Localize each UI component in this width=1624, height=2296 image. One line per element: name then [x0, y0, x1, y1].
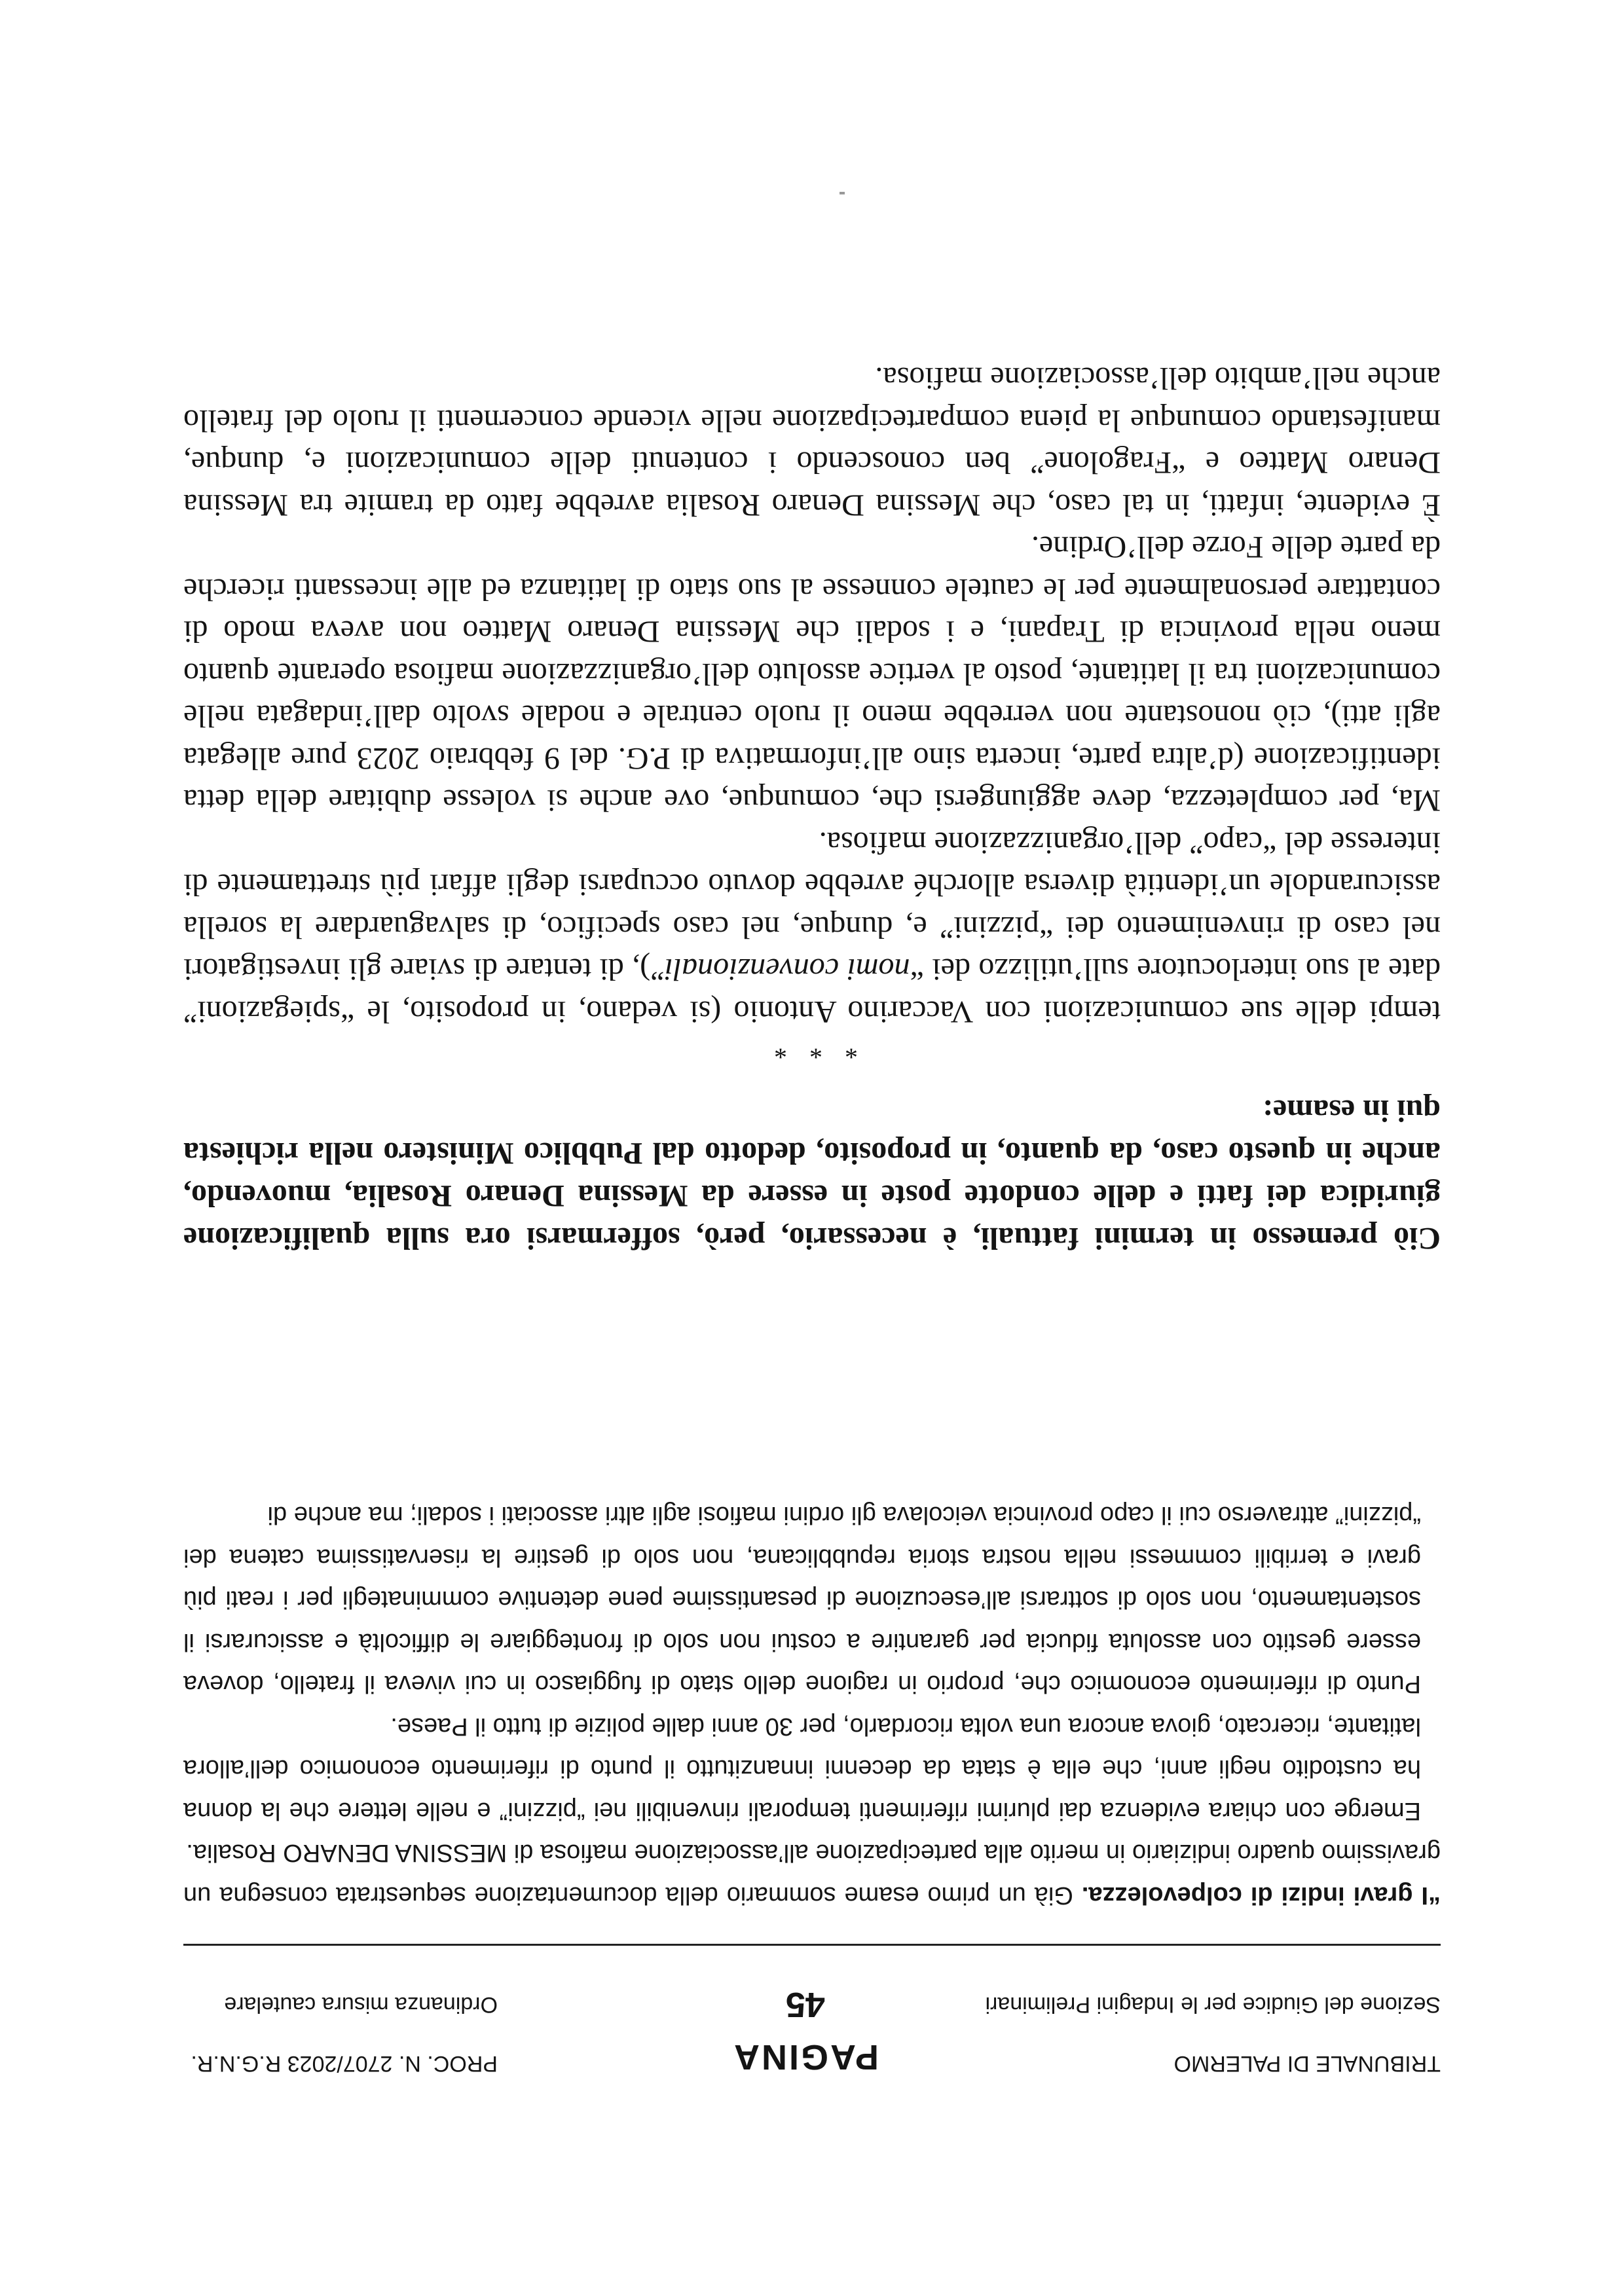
page-label: PAGINA	[732, 2037, 879, 2077]
paragraph-text: Emerge con chiara evidenza dai plurimi riferimenti temporali rinvenibili nei “pizzini” e nelle lettere che la donna ha custodito negli anni, che ella è stata da decenni innanzitutto il punto di riferimento economico dell’allora latitante, ricercato, giova ancora una volta ricordarlo, per 30 anni dalle polizie di tutto il Paese.	[183, 1713, 1421, 1825]
paragraph-text: ”), di tentare di sviare gli investigatori nel caso di rinvenimento dei “pizzini” e, dunque, nel caso specifico, di salvaguardare la sorella assicurandole un’identità diversa allorché avrebbe dovuto occuparsi degli affari più strettamente di interesse del “capo” dell’organizzazione mafiosa.	[183, 826, 1441, 987]
body-paragraph	[183, 822, 1441, 1033]
document-type: Ordinanza misura cautelare	[224, 1992, 498, 2017]
italic-term: nomi convenzionali	[664, 952, 910, 987]
header-left	[982, 1992, 1441, 2077]
quoted-section	[183, 1494, 1441, 1916]
section-name: Sezione del Giudice per le Indagini Preliminari	[985, 1992, 1441, 2017]
paragraph-text: Ma, per completezza, deve aggiungersi che, comunque, ove anche si volesse dubitare della detta identificazione (d’altra parte, incerta sino all’informativa di P.G. del 9 febbraio 2023 pure allegata agli atti), ciò nonostante non verrebbe meno il ruolo centrale e nodale svolto dall’indagata nelle comunicazioni tra il latitante, posto al vertice assoluto dell’organizzazione mafiosa operante quanto meno nella provincia di Trapani, e i sodali che Messina Denaro Matteo non aveva modo di contattare personalmente per le cautele connesse al suo stato di latitanza ed alle incessanti ricerche da parte delle Forze dell’Ordine.	[183, 530, 1441, 818]
page-header	[183, 1965, 1441, 2077]
paragraph-heading: “I gravi indizi di colpevolezza.	[1081, 1882, 1441, 1909]
body-paragraph	[183, 526, 1441, 822]
paragraph-text: Già un primo esame sommario della documentazione sequestrata consegna un gravissimo quadro indiziario in merito alla partecipazione all’associazione mafiosa di MESSINA DENARO Rosalia.	[183, 1839, 1441, 1909]
quoted-paragraph	[183, 1494, 1441, 1705]
header-divider	[183, 1944, 1441, 1946]
paragraph-text: È evidente, infatti, in tal caso, che Messina Denaro Rosalia avrebbe fatto da tramite tra Messina Denaro Matteo e “Fragolone” ben conoscendo i contenuti delle comunicazioni e, dunque, manifestando comunque la piena compartecipazione nelle vicende concernenti il ruolo del fratello anche nell’ambito dell’associazione mafiosa.	[183, 361, 1441, 522]
body-text	[183, 357, 1441, 1032]
quoted-paragraph	[183, 1832, 1441, 1916]
proceeding-number: PROC. N. 2707/2023 R.G.N.R.	[191, 2051, 498, 2076]
header-right	[183, 1992, 498, 2077]
section-separator: * * *	[766, 1035, 858, 1065]
court-name: TRIBUNALE DI PALERMO	[1173, 2051, 1441, 2076]
quoted-paragraph	[183, 1705, 1441, 1832]
scan-speck	[840, 192, 845, 194]
heading-text: Ciò premesso in termini fattuali, è necessario, però, soffermarsi ora sulla qualificazione giuridica dei fatti e delle condotte poste in essere da Messina Denaro Rosalia, muovendo, anche in questo caso, da quanto, in proposito, dedotto dal Pubblico Ministero nella richiesta qui in esame:	[183, 1093, 1441, 1256]
paragraph-text: Punto di riferimento economico che, proprio in ragione dello stato di fuggiasco in cui viveva il fratello, doveva essere gestito con assoluta fiducia per garantire a costui non solo di fronteggiare le difficoltà e assicurarsi il sostentamento, non solo di sottrarsi all’esecuzione di pesantissime pene detentive comminategli per i reati più gravi e terribili commessi nella nostra storia repubblicana, non solo di gestire la riservatissima catena dei “pizzini” attraverso cui il capo provincia veicolava gli ordini mafiosi agli altri associati i sodali; ma anche di	[183, 1501, 1421, 1698]
section-heading	[183, 1089, 1441, 1260]
body-paragraph	[183, 357, 1441, 526]
page-number: 45	[785, 1985, 826, 2024]
header-center	[707, 1985, 904, 2077]
paragraph-text: tempi delle sue comunicazioni con Vaccarino Antonio (si vedano, in proposito, le “spiegazioni” date al suo interlocutore sull’utilizzo dei “	[183, 952, 1441, 1029]
